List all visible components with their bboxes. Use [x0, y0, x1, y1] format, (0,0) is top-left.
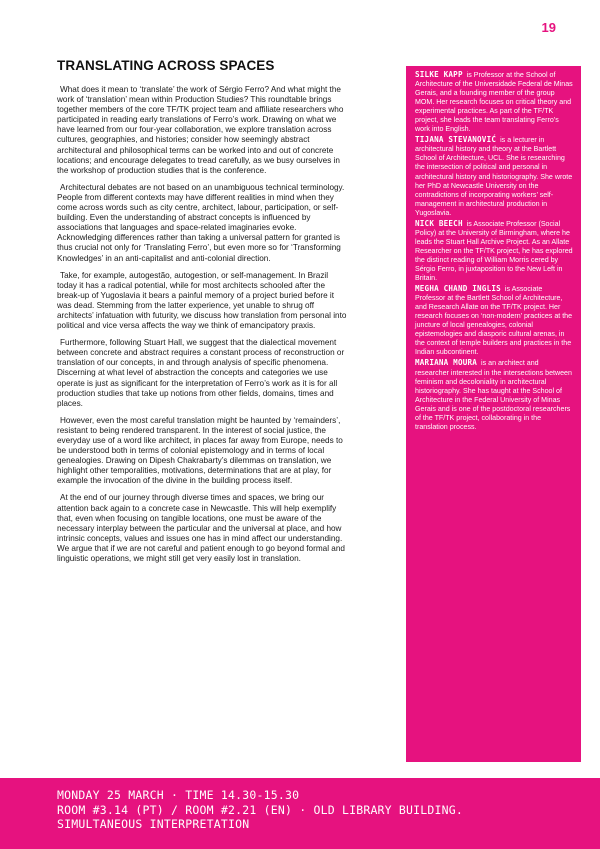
- body-paragraph: What does it mean to ‘translate’ the work of Sérgio Ferro? And what might the work of ‘translation’ mean within Production Studies? This roundtable brings together members of the core TF/TK project team and affiliate researchers who participated in reading early translations of Ferro’s work. Drawing on what we have learned from our four-year collaboration, we explore translation across cultures, geographies, and histories; consider how seemingly abstract architectural and philosophical terms can be worked into and out of concrete locations; and encourage delegates to tread carefully, as we busy ourselves in the workshop of production studies that is the conference.: [57, 85, 344, 175]
- page-title: TRANSLATING ACROSS SPACES: [57, 58, 275, 73]
- session-time: MONDAY 25 MARCH · TIME 14.30-15.30: [57, 788, 300, 802]
- speaker-name: NICK BEECH: [415, 218, 463, 228]
- speaker-bio-text: is an architect and researcher interested in the intersections between feminism and decoloniality in architectural historiography. She has taught at the School of Architecture in the Federal University of Minas Gerais and is one of the postdoctoral researchers of the TF/TK project, collaborating in the translation process.: [415, 359, 572, 431]
- speaker-name: SILKE KAPP: [415, 70, 463, 79]
- body-paragraph: At the end of our journey through diverse times and spaces, we bring our attention back again to a concrete case in Newcastle. This will help exemplify that, even when focusing on tangible locations, one must be aware of the necessary interplay between the particular and the universal at place, and how intrinsic concepts, values and issues one has in mind affect our understanding. We argue that if we are not careful and patient enough to go beyond formal and linguistic operations, we might still get very easily lost in translation.: [57, 493, 345, 564]
- speaker-bio-text: is Professor at the School of Architecture of the Universidade Federal de Minas Gerais, and a founding member of the group MOM. Her research focuses on critical theory and experimental practices. As part of the TF/TK project, she leads the team translating Ferro’s work into English.: [415, 71, 573, 134]
- speaker-bio-text: is a lecturer in architectural history and theory at the Bartlett School of Architecture, UCL. She is researching the intersection of political and personal in architectural history and historiography. She wrote her PhD at Newcastle University on the contradictions of incorporating workers’ self-management in architectural production in Yugoslavia.: [415, 136, 573, 217]
- session-info-footer: [0, 778, 600, 849]
- speaker-bio-text: is Associate Professor (Social Policy) at the University of Birmingham, where he leads the Stuart Hall Archive Project. As an Allate Researcher on the TF/TK project, he has explored the distinct reading of William Morris cered by Sérgio Ferro, in juxtaposition to the New Left in Britain.: [415, 219, 573, 283]
- speaker-bio: [415, 135, 573, 217]
- speaker-name: MARIANA MOURA: [415, 358, 478, 368]
- speaker-bio: [415, 284, 573, 357]
- speaker-bios-panel: [406, 66, 581, 762]
- speaker-bio: [415, 358, 573, 431]
- body-paragraph: However, even the most careful translation might be haunted by ‘remainders’, resistant to being rendered transparent. In the interest of social justice, the everyday use of a word like architect, in places far away from Europe, needs to be understood both in terms of colonial epistemology and in terms of local genealogies. Drawing on Dipesh Chakrabarty’s dilemmas on translation, we highlight other temporalities, motivations, determinations that are at play, for example the invocation of the divine in the building process itself.: [57, 415, 343, 486]
- body-paragraph: Furthermore, following Stuart Hall, we suggest that the dialectical movement between concrete and abstract requires a constant process of reconstruction or translation of our concepts, in and through analysis of specific phenomena. Discerning at what level of abstraction the concepts and categories we use operate is just as significant for the interpretation of Ferro’s work as it is for all production studies that take up notions from other fields, domains, times and places.: [57, 338, 345, 408]
- speaker-bio: [415, 70, 573, 134]
- session-interpretation: SIMULTANEOUS INTERPRETATION: [57, 817, 250, 831]
- main-column: [57, 58, 349, 571]
- speaker-name: MEGHA CHAND INGLIS: [415, 284, 501, 294]
- session-room: ROOM #3.14 (PT) / ROOM #2.21 (EN) · OLD LIBRARY BUILDING.: [57, 802, 464, 817]
- speaker-name: TIJANA STEVANOVIĆ: [415, 135, 497, 145]
- speaker-bio-text: is Associate Professor at the Bartlett School of Architecture, and Research Allate on the TF/TK project. Her research focuses on ‘non-modern’ practices at the juncture of local genealogies, colonial epistemologies and diasporic cultural arenas, in the context of temple builders and practices in the Indian subcontinent.: [415, 285, 573, 357]
- page-number: 19: [541, 20, 556, 35]
- body-paragraph: Architectural debates are not based on an unambiguous technical terminology. People from different contexts may have different realities in mind when they come across words such as city centre, architect, labour, participation, or self-building. Even the understanding of abstract concepts is influenced by associations that languages and space-related imaginaries evoke. Acknowledging differences rather than taking a universal pattern for granted is thus crucial not only for ‘Translating Ferro’, but even more so for ‘Transforming Knowledges’ in an anti-capitalist and anti-colonial direction.: [57, 182, 345, 263]
- speaker-bio: [415, 219, 573, 283]
- body-paragraph: Take, for example, autogestão, autogestion, or self-management. In Brazil today it has a radical potential, while for most architects schooled after the break-up of Yugoslavia it bears a painful memory of a project buried before it was dead. Stemming from the latter experience, yet unable to shrug off architects’ infatuation with futurity, we discuss how translation from personal into political and vice versa affects the way we think of emancipatory praxis.: [57, 270, 347, 331]
